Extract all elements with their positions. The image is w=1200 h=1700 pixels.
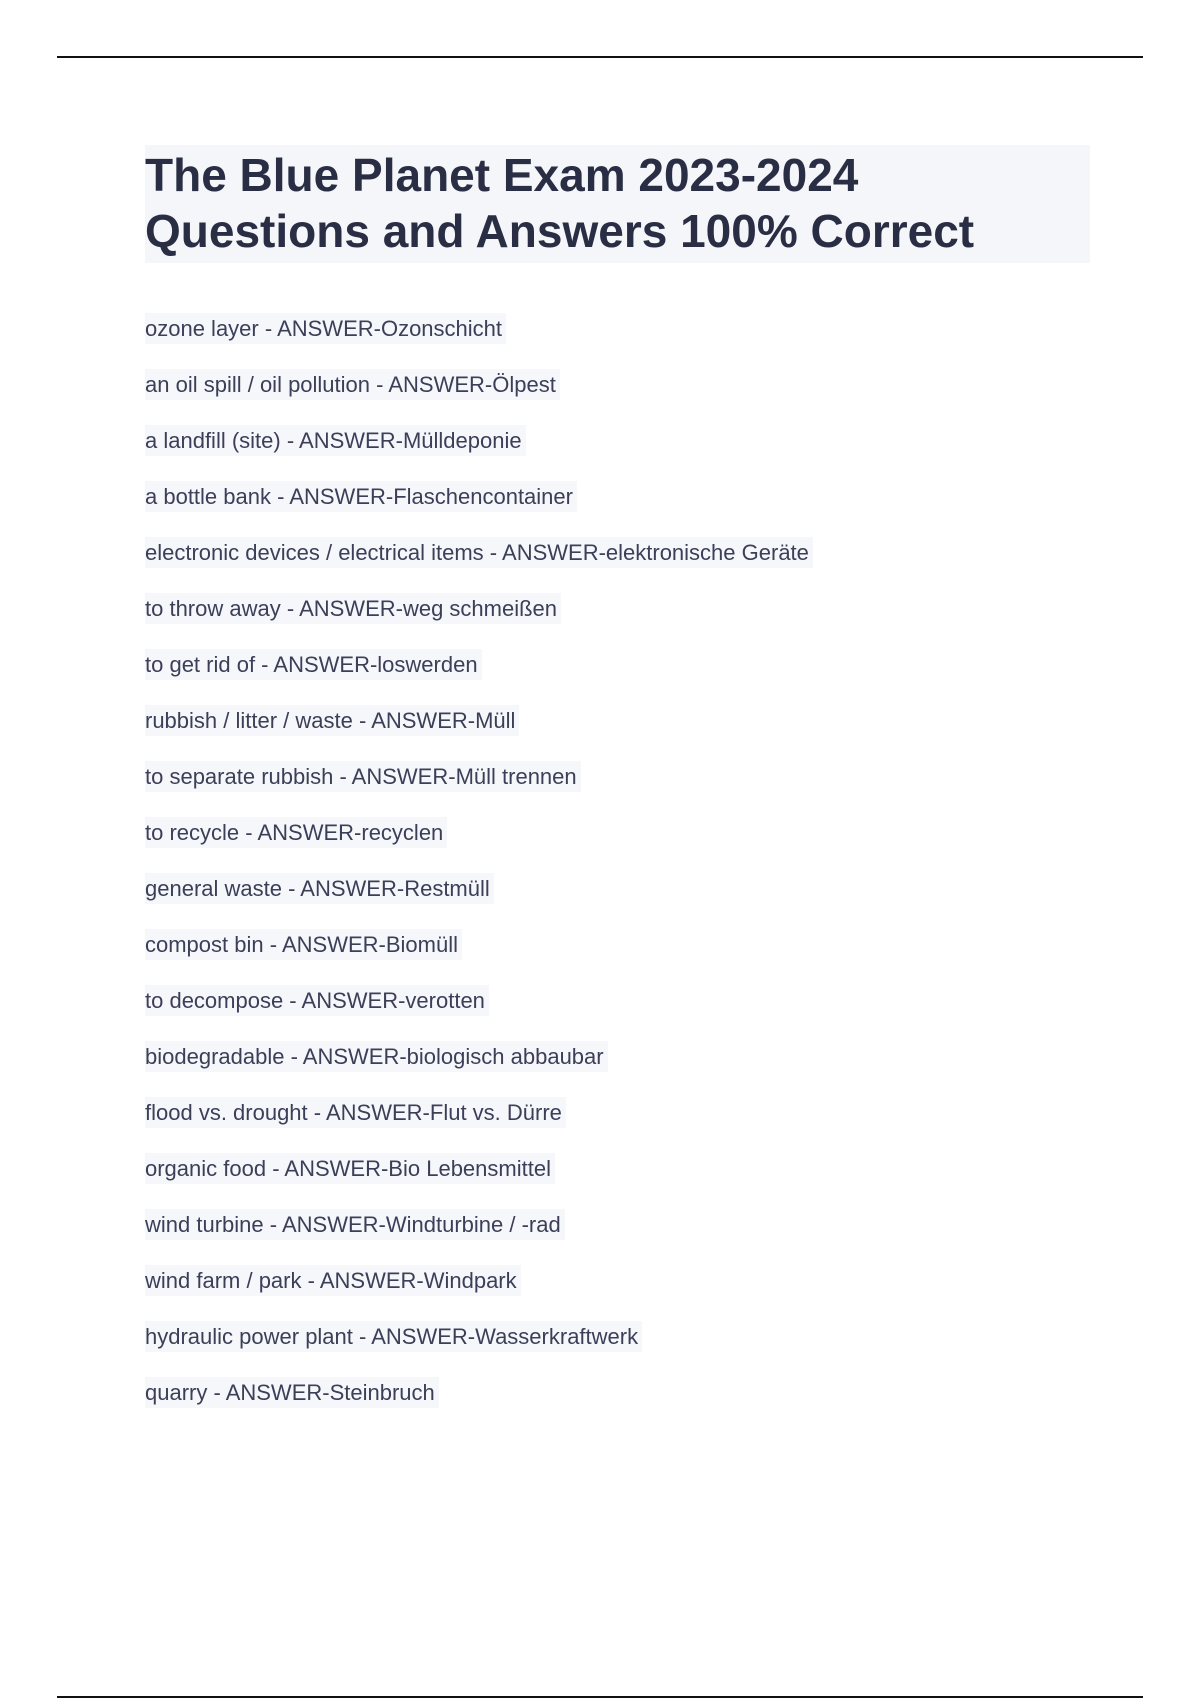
header-rule — [57, 56, 1143, 58]
list-item — [145, 1041, 1090, 1072]
qa-entry: quarry - ANSWER-Steinbruch — [145, 1377, 439, 1408]
list-item — [145, 649, 1090, 680]
footer-rule — [57, 1696, 1143, 1698]
list-item — [145, 313, 1090, 344]
list-item — [145, 1153, 1090, 1184]
qa-entry: a bottle bank - ANSWER-Flaschencontainer — [145, 481, 577, 512]
qa-entry: rubbish / litter / waste - ANSWER-Müll — [145, 705, 519, 736]
list-item — [145, 929, 1090, 960]
list-item — [145, 1265, 1090, 1296]
list-item — [145, 1321, 1090, 1352]
list-item — [145, 705, 1090, 736]
qa-entry: organic food - ANSWER-Bio Lebensmittel — [145, 1153, 555, 1184]
qa-entry: to recycle - ANSWER-recyclen — [145, 817, 447, 848]
list-item — [145, 481, 1090, 512]
page-title — [145, 145, 1090, 263]
list-item — [145, 1209, 1090, 1240]
title-line: Questions and Answers 100% Correct — [145, 205, 975, 257]
list-item — [145, 425, 1090, 456]
qa-entry: to separate rubbish - ANSWER-Müll trennen — [145, 761, 581, 792]
qa-entry: to throw away - ANSWER-weg schmeißen — [145, 593, 561, 624]
qa-entry: biodegradable - ANSWER-biologisch abbaubar — [145, 1041, 608, 1072]
qa-entry: flood vs. drought - ANSWER-Flut vs. Dürre — [145, 1097, 566, 1128]
list-item — [145, 593, 1090, 624]
list-item — [145, 537, 1090, 568]
list-item — [145, 985, 1090, 1016]
qa-entry: wind turbine - ANSWER-Windturbine / -rad — [145, 1209, 565, 1240]
title-line: The Blue Planet Exam 2023-2024 — [145, 149, 859, 201]
qa-entry: wind farm / park - ANSWER-Windpark — [145, 1265, 521, 1296]
list-item — [145, 873, 1090, 904]
qa-entry: an oil spill / oil pollution - ANSWER-Ölpest — [145, 369, 560, 400]
page-body — [145, 145, 1090, 1433]
qa-entry: hydraulic power plant - ANSWER-Wasserkraftwerk — [145, 1321, 642, 1352]
qa-entry: to decompose - ANSWER-verotten — [145, 985, 489, 1016]
qa-entry: ozone layer - ANSWER-Ozonschicht — [145, 313, 506, 344]
qa-entry: electronic devices / electrical items - ANSWER-elektronische Geräte — [145, 537, 813, 568]
qa-entry: to get rid of - ANSWER-loswerden — [145, 649, 482, 680]
qa-entry: a landfill (site) - ANSWER-Mülldeponie — [145, 425, 526, 456]
list-item — [145, 1097, 1090, 1128]
list-item — [145, 369, 1090, 400]
list-item — [145, 761, 1090, 792]
qa-entry: compost bin - ANSWER-Biomüll — [145, 929, 462, 960]
list-item — [145, 1377, 1090, 1408]
qa-entry: general waste - ANSWER-Restmüll — [145, 873, 494, 904]
qa-list — [145, 313, 1090, 1408]
list-item — [145, 817, 1090, 848]
